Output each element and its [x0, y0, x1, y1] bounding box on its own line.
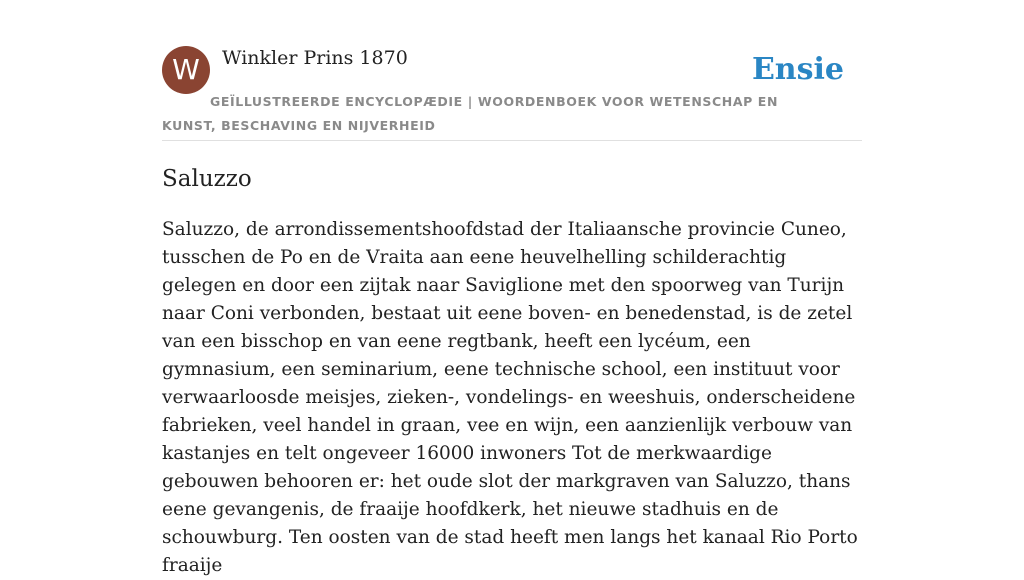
source-subtitle: GEÏLLUSTREERDE ENCYCLOPÆDIE | WOORDENBOEK VOOR WETENSCHAP EN KUNST, BESCHAVING EN NIJVERHEID: [162, 94, 779, 133]
page-title: Saluzzo: [162, 166, 252, 192]
article-body: Saluzzo, de arrondissementshoofdstad der Italiaansche provincie Cuneo, tusschen de Po en de Vraita aan eene heuvelhelling schilderachtig gelegen en door een zijtak naar Saviglione met den spoorweg van Turijn naar Coni verbonden, bestaat uit eene boven- en benedenstad, is de zetel van een bisschop en van eene regtbank, heeft een lycéum, een gymnasium, een seminarium, eene technische school, een instituut voor verwaarloosde meisjes, zieken-, vondelings- en weeshuis, onderscheidene fabrieken, veel handel in graan, vee en wijn, een aanzienlijk verbouw van kastanjes en telt ongeveer 16000 inwoners Tot de merkwaardige gebouwen behooren er: het oude slot der markgraven van Saluzzo, thans eene gevangenis, de fraaije hoofdkerk, het nieuwe stadhuis en de schouwburg. Ten oosten van de stad heeft men langs het kanaal Rio Porto fraaije: [162, 219, 858, 576]
source-header: [162, 46, 862, 141]
brand-logo[interactable]: Ensie: [751, 52, 844, 87]
avatar[interactable]: W: [162, 46, 210, 94]
source-title[interactable]: Winkler Prins 1870: [222, 47, 408, 69]
